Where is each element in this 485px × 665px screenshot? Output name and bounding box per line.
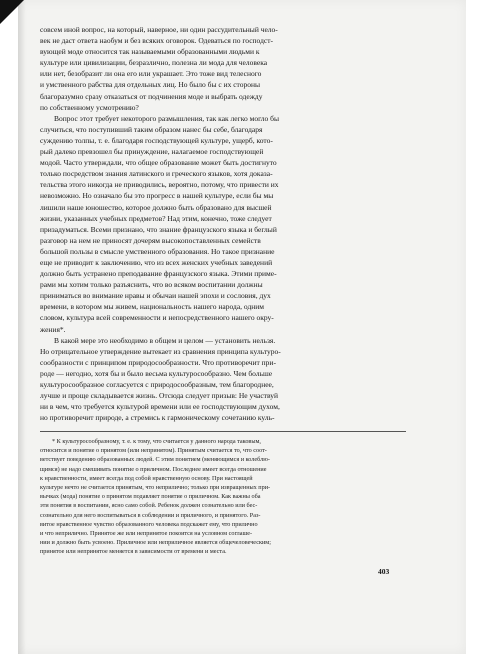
text-line: случиться, что поступивший таким образом нанес бы себе, благодаря xyxy=(40,124,263,134)
text-line: но противоречит природе, а стремись к гармоническому сочетанию куль- xyxy=(40,413,275,423)
text-line: невозможно. Но означало бы это прогресс в нашей культуре, если бы мы xyxy=(40,191,274,201)
page-number: 403 xyxy=(378,567,390,576)
text-line: модой. Часто утверждали, что общее образование может быть достигнуто xyxy=(40,158,277,168)
text-line: вующей моде относится так называемыми образованными людьми к xyxy=(40,47,260,57)
text-line: лучше и проще складывается жизнь. Отсюда следует призыв: Не участвуй xyxy=(40,391,279,401)
main-text xyxy=(40,24,406,423)
text-line: ни в чем, что требуется культурой времени или ее господствующим духом, xyxy=(40,402,280,412)
footnote-line: витое нравственное чувство образованного человека подскажет ему, что прилично xyxy=(40,520,258,528)
footnote-text xyxy=(40,437,406,557)
text-line: по собственному усмотрению? xyxy=(40,102,139,112)
text-line: разговор на нем не приносят дочерям высокопоставленных семейств xyxy=(40,235,261,245)
text-line: жения*. xyxy=(40,324,66,334)
text-line: большой пользы в смысле умственного образования. Но такое признание xyxy=(40,246,275,256)
footnote-line: вычках (мода) понятие о принятом подавляет понятие о приличном. Как важны оба xyxy=(40,493,261,501)
text-line: роде — негодно, хотя бы и было весьма культуросообразно. Чем больше xyxy=(40,368,273,378)
text-line: Вопрос этот требует некоторого размышления, так как легко могло бы xyxy=(54,113,280,123)
text-line: культуре или цивилизации, безразлично, полезна ли мода для человека xyxy=(40,58,268,68)
text-line: должно быть устранено преподавание французского языка. Этими приме- xyxy=(40,269,277,279)
text-line: словом, культура всей современности и непосредственного нашего окру- xyxy=(40,313,274,323)
text-line: и умственного рабства для отдельных лиц. Но было бы с их стороны xyxy=(40,80,261,90)
footnote-line: принятое или непринятое меняется в зависимости от времени и места. xyxy=(40,548,227,556)
footnote-line: относится и понятие о принятом (или непринятом). Принятым считается то, что соот- xyxy=(40,447,267,455)
text-line: сообразности с принципом природосообразности. Что противоречит при- xyxy=(40,357,276,367)
page-gutter-shadow xyxy=(18,0,26,654)
text-line: культуросообразное согласуется с природосообразным, тем благороднее, xyxy=(40,380,274,389)
text-line: благоразумно сразу отказаться от подчинения моде и выбрать одежду xyxy=(40,91,263,101)
text-line: призадуматься. Всеми признано, что знание французского языка и беглый xyxy=(40,224,277,234)
text-line: приниматься во внимание нравы и обычаи нашей эпохи и сословия, дух xyxy=(40,291,271,301)
text-line: лишили наше юношество, которое должно быть образовано для высшей xyxy=(40,202,272,212)
text-line: тельства этого никогда не приводились, вероятно, потому, что привести их xyxy=(40,180,279,190)
footnote-line: щимся) не надо смешивать понятие о приличном. Последнее имеет всегда отношение xyxy=(40,465,267,473)
footnote-line: ветствует поведению образованных людей. С этим понятием (меняющимся и колеблю- xyxy=(40,456,270,464)
text-line: суждению толпы, т. е. благодаря господствующей культуре, ущерб, кото- xyxy=(40,135,273,145)
text-line: совсем иной вопрос, на который, наверное, ни один рассудительный чело- xyxy=(40,25,278,34)
text-line: только посредством знания латинского и греческого языков, хотя доказа- xyxy=(40,169,273,179)
text-line: или нет, безобразит ли она его или украшает. Это тоже вид телесного xyxy=(40,69,262,79)
footnote-separator xyxy=(40,431,406,432)
footnote-line: эти понятия в воспитании, ясно само собой. Ребенок должен сознательно или бес- xyxy=(40,502,258,510)
footnote-line: нии и должно быть усвоено. Приличное или неприличное является общечеловеческим; xyxy=(40,539,271,547)
footnote-line: и что неприлично. Принятое же или непринятое покоится на условном соглаше- xyxy=(40,530,253,538)
text-line: времени, в котором мы живем, национальность нашего народа, одним xyxy=(40,302,265,312)
text-line: еще не приводит к заключению, что из всех женских учебных заведений xyxy=(40,257,273,267)
footnote-line: * К культуросообразному, т. е. к тому, что считается у данного народа таковым, xyxy=(52,438,261,445)
footnote-line: культуре нечто не считается принятым, что неприлично; только при извращенных при- xyxy=(40,484,271,492)
footnote-line: к нравственности, имеет всегда под собой нравственную основу. При настоящей xyxy=(40,474,253,482)
text-line: Но отрицательное утверждение вытекает из сравнения принципа культуро- xyxy=(40,346,281,356)
text-line: жизни, указанных учебных предметов? Над этим, конечно, тоже следует xyxy=(40,213,272,223)
text-line: рый далеко превзошел бы принуждение, налагаемое господствующей xyxy=(40,147,264,157)
footnote-line: сознательно для него воспитываться в соблюдении и приличного, и принятого. Раз- xyxy=(40,511,261,519)
text-line: рами мы хотим только разъяснить, что во всяком воспитании должны xyxy=(40,280,263,290)
text-line: век не даст ответа наобум и без всяких оговорок. Одеваться по господст- xyxy=(40,36,274,46)
text-line: В какой мере это необходимо в общем и целом — установить нельзя. xyxy=(54,335,276,345)
